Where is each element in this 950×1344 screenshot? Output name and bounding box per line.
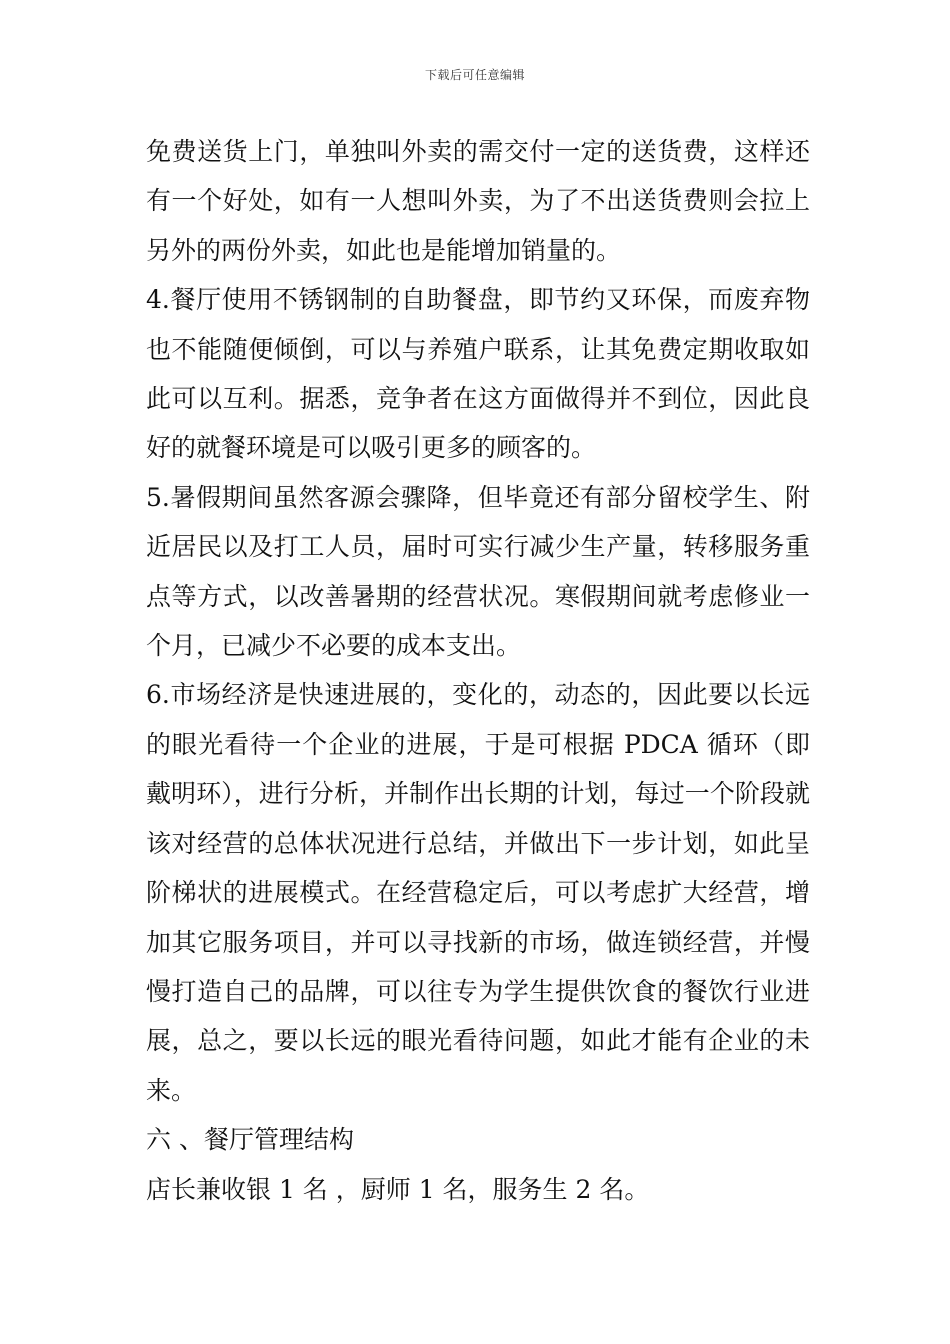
section-heading-management: 六 、餐厅管理结构: [146, 1125, 354, 1155]
paragraph-item-4: 4.餐厅使用不锈钢制的自助餐盘，即节约又环保，而废弃物也不能随便倾倒，可以与养殖户联系，让其免费定期收取如此可以互利。据悉，竞争者在这方面做得并不到位，因此良好的就餐环境是可以吸引更多的顾客的。: [146, 285, 810, 463]
paragraph-item-5: 5.暑假期间虽然客源会骤降，但毕竟还有部分留校学生、附近居民以及打工人员，届时可实行减少生产量，转移服务重点等方式，以改善暑期的经营状况。寒假期间就考虑修业一个月，已减少不必要的成本支出。: [146, 482, 810, 661]
page-header: 下载后可任意编辑: [424, 68, 525, 82]
paragraph-delivery: 免费送货上门，单独叫外卖的需交付一定的送货费，这样还有一个好处，如有一人想叫外卖，为了不出送货费则会拉上另外的两份外卖，如此也是能增加销量的。: [146, 137, 810, 265]
paragraph-item-6: 6.市场经济是快速进展的，变化的，动态的，因此要以长远的眼光看待一个企业的进展，于是可根据 PDCA 循环（即戴明环），进行分析，并制作出长期的计划，每过一个阶段就该对经营的总体状况进行总结，并做出下一步计划，如此呈阶梯状的进展模式。在经营稳定后，可以考虑扩大经营，增加其它服务项目，并可以寻找新的市场，做连锁经营，并慢慢打造自己的品牌，可以往专为学生提供饮食的餐饮行业进展，总之，要以长远的眼光看待问题，如此才能有企业的未来。: [146, 680, 810, 1105]
paragraph-staffing: 店长兼收银 1 名 ，厨师 1 名，服务生 2 名。: [146, 1174, 650, 1204]
document-body: [146, 127, 810, 1214]
